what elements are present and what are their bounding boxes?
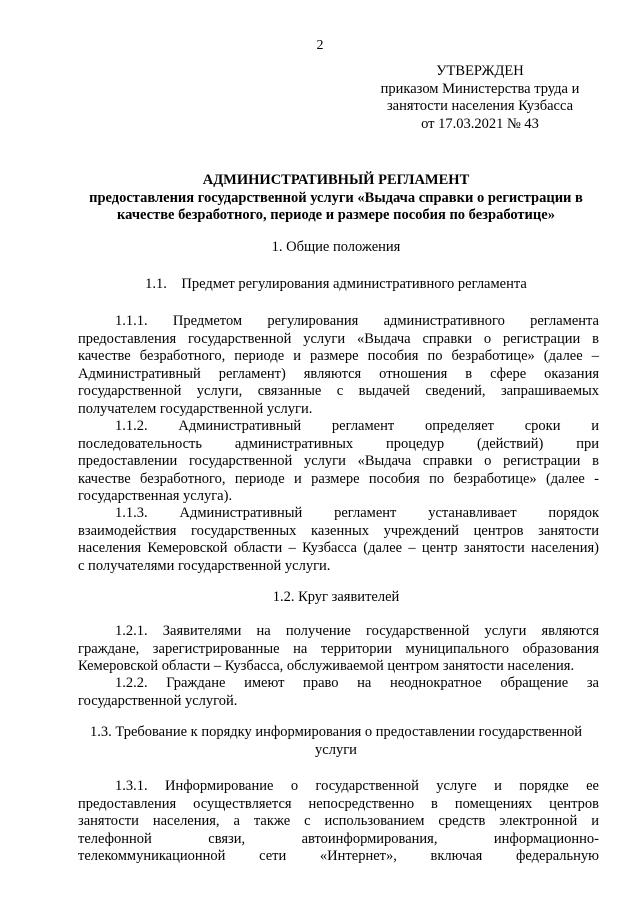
section-1-heading: 1. Общие положения [271, 239, 401, 255]
paragraph-line: телефонной связи, автоинформирования, информационно- [78, 830, 599, 847]
paragraph-1-1-2 [78, 418, 599, 506]
title-line: АДМИНИСТРАТИВНЫЙ РЕГЛАМЕНТ [202, 172, 470, 188]
approval-ministry: занятости населения Кузбасса [386, 98, 574, 114]
paragraph-1-1-1 [78, 313, 599, 418]
approval-status: УТВЕРЖДЕН [436, 63, 524, 79]
heading-line: услуги [315, 741, 357, 758]
paragraph-1-1-3 [78, 505, 599, 575]
paragraph-line: последовательность административных процедур (действий) при [78, 435, 599, 452]
paragraph-line: 1.1.1. Предметом регулирования административного регламента [115, 313, 599, 329]
section-1-3-heading [70, 724, 602, 759]
paragraph-line: предоставления государственной услуги «Выдача справки о регистрации в [78, 330, 599, 347]
paragraph-line: Административный регламент) являются отношения в сфере оказания [78, 365, 599, 382]
paragraph-line: 1.1.2. Административный регламент определяет сроки и [115, 418, 599, 434]
approval-date: от 17.03.2021 № 43 [421, 115, 539, 132]
paragraph-line: предоставления осуществляется непосредственно в помещениях центров [78, 795, 599, 812]
paragraph-line: занятости населения, а также с использованием средств электронной и [78, 813, 599, 829]
paragraph-line: Кемеровской области – Кузбасса, обслуживаемой центром занятости населения. [78, 658, 575, 674]
approval-block [355, 63, 605, 133]
paragraph-line: граждане, зарегистрированные на территории муниципального образования [78, 640, 599, 657]
paragraph-line: государственной услуги, связанные с выдачей сведений, запрашиваемых [78, 383, 599, 399]
section-1-2-heading: 1.2. Круг заявителей [272, 589, 400, 605]
document-title [70, 172, 602, 225]
page-number: 2 [316, 38, 324, 53]
paragraph-1-3-1 [78, 778, 599, 866]
section-1-1-heading: 1.1. Предмет регулирования административного регламента [145, 276, 527, 292]
title-line: предоставления государственной услуги «Выдача справки о регистрации в [89, 189, 583, 206]
paragraph-line: 1.3.1. Информирование о государственной услуге и порядке ее [115, 778, 599, 794]
paragraph-line: взаимодействия государственных казенных учреждений центров занятости [78, 522, 599, 539]
paragraph-line: государственной услугой. [78, 692, 238, 709]
approval-order: приказом Министерства труда и [380, 80, 580, 97]
paragraph-1-2-2 [78, 675, 599, 710]
paragraph-line: 1.2.1. Заявителями на получение государственной услуги являются [115, 623, 599, 639]
paragraph-line: с получателями государственной услуги. [78, 557, 331, 574]
paragraph-line: предоставлении государственной услуги «Выдача справки о регистрации в [78, 453, 599, 469]
paragraph-line: населения Кемеровской области – Кузбасса (далее – центр занятости населения) [78, 540, 599, 556]
paragraph-line: качестве безработного, периоде и размере пособия по безработице» (далее – [78, 348, 599, 364]
paragraph-line: государственная услуга). [78, 488, 233, 504]
title-line: качестве безработного, периоде и размере пособия по безработице» [117, 207, 555, 223]
paragraph-line: качестве безработного, периоде и размере пособия по безработице» (далее - [78, 470, 599, 487]
paragraph-1-2-1 [78, 623, 599, 676]
paragraph-line: получателем государственной услуги. [78, 400, 313, 417]
paragraph-line: 1.2.2. Граждане имеют право на неоднократное обращение за [115, 675, 599, 691]
heading-line: 1.3. Требование к порядку информирования о предоставлении государственной [90, 724, 582, 740]
paragraph-line: 1.1.3. Административный регламент устанавливает порядок [115, 505, 599, 521]
paragraph-line: телекоммуникационной сети «Интернет», включая федеральную [78, 848, 599, 864]
